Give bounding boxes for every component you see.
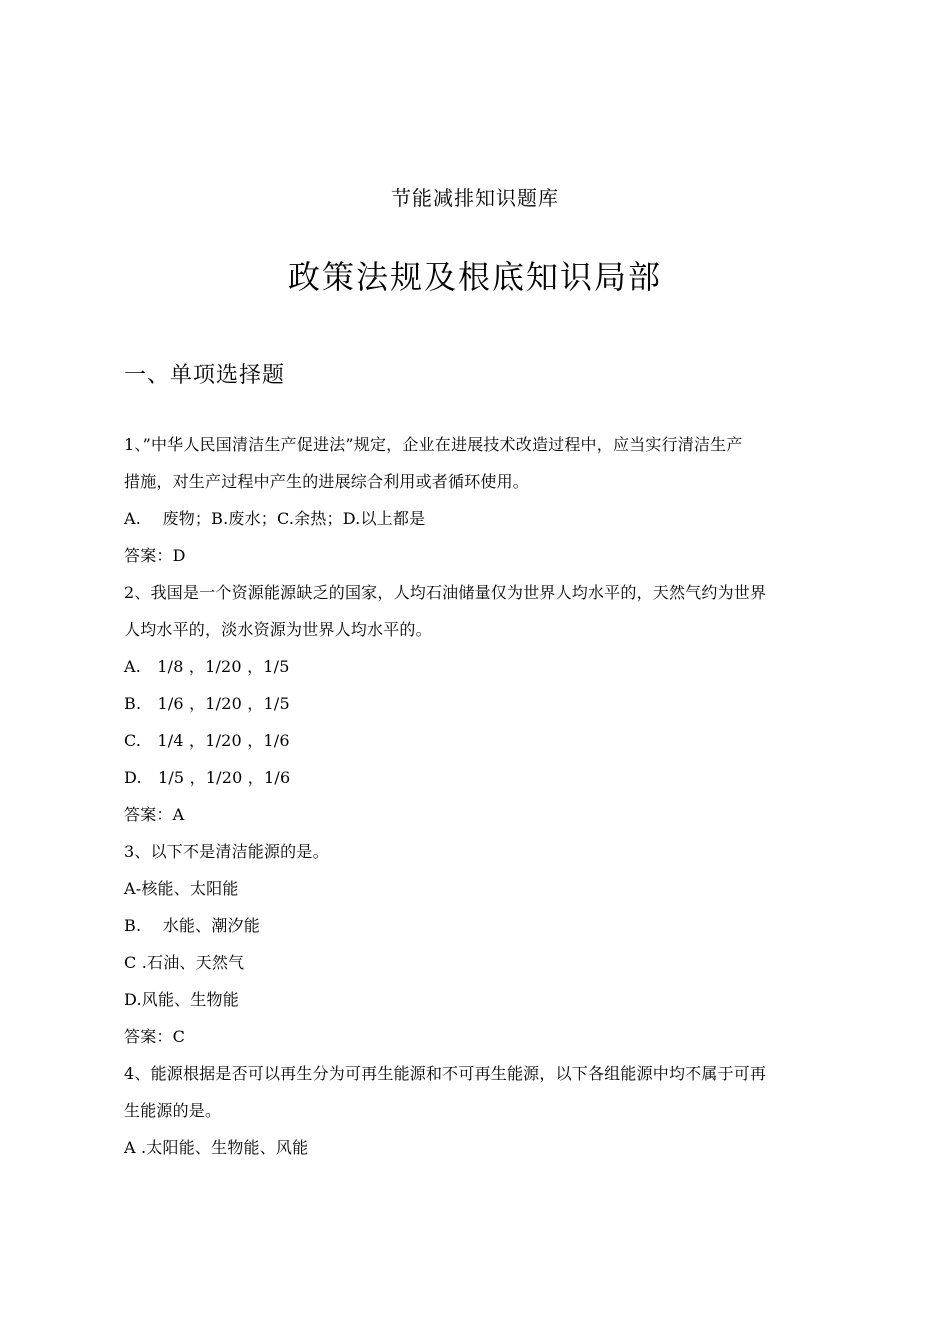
question-2-line-2: 人均水平的，淡水资源为世界人均水平的。: [124, 620, 432, 639]
question-2-option-d: D. 1/5 ，1/20 ，1/6: [124, 768, 291, 787]
question-3-option-d: D.风能、生物能: [124, 990, 239, 1009]
question-2-option-b: B. 1/6 ，1/20 ，1/5: [124, 694, 290, 713]
question-3-option-b: B. 水能、潮汐能: [124, 916, 260, 935]
question-3-line-1: 3、以下不是清洁能源的是。: [124, 842, 329, 861]
question-3-option-a: A-核能、太阳能: [124, 879, 239, 898]
question-2-answer: 答案：A: [124, 805, 185, 824]
question-4-option-a: A .太阳能、生物能、风能: [124, 1138, 309, 1157]
document-title: 节能减排知识题库: [391, 186, 559, 210]
question-2-option-a: A. 1/8 ，1/20 ，1/5: [124, 657, 290, 676]
question-2-option-c: C. 1/4 ，1/20 ，1/6: [124, 731, 290, 750]
question-3-option-c: C .石油、天然气: [124, 953, 245, 972]
question-2-line-1: 2、我国是一个资源能源缺乏的国家，人均石油储量仅为世界人均水平的，天然气约为世界: [124, 583, 767, 602]
question-4-line-1: 4、能源根据是否可以再生分为可再生能源和不可再生能源，以下各组能源中均不属于可再: [124, 1064, 767, 1083]
question-1-options: A. 废物；B.废水；C.余热；D.以上都是: [124, 509, 426, 528]
document-subtitle: 政策法规及根底知识局部: [287, 258, 662, 296]
question-list: [124, 426, 844, 1166]
question-1-line-2: 措施，对生产过程中产生的进展综合利用或者循环使用。: [124, 472, 530, 491]
question-1-line-1: 1、”中华人民国清洁生产促进法”规定，企业在进展技术改造过程中，应当实行清洁生产: [124, 435, 743, 454]
question-3-answer: 答案：C: [124, 1027, 186, 1046]
section-heading: 一、单项选择题: [124, 363, 286, 388]
question-4-line-2: 生能源的是。: [124, 1101, 222, 1120]
question-1-answer: 答案：D: [124, 546, 186, 565]
